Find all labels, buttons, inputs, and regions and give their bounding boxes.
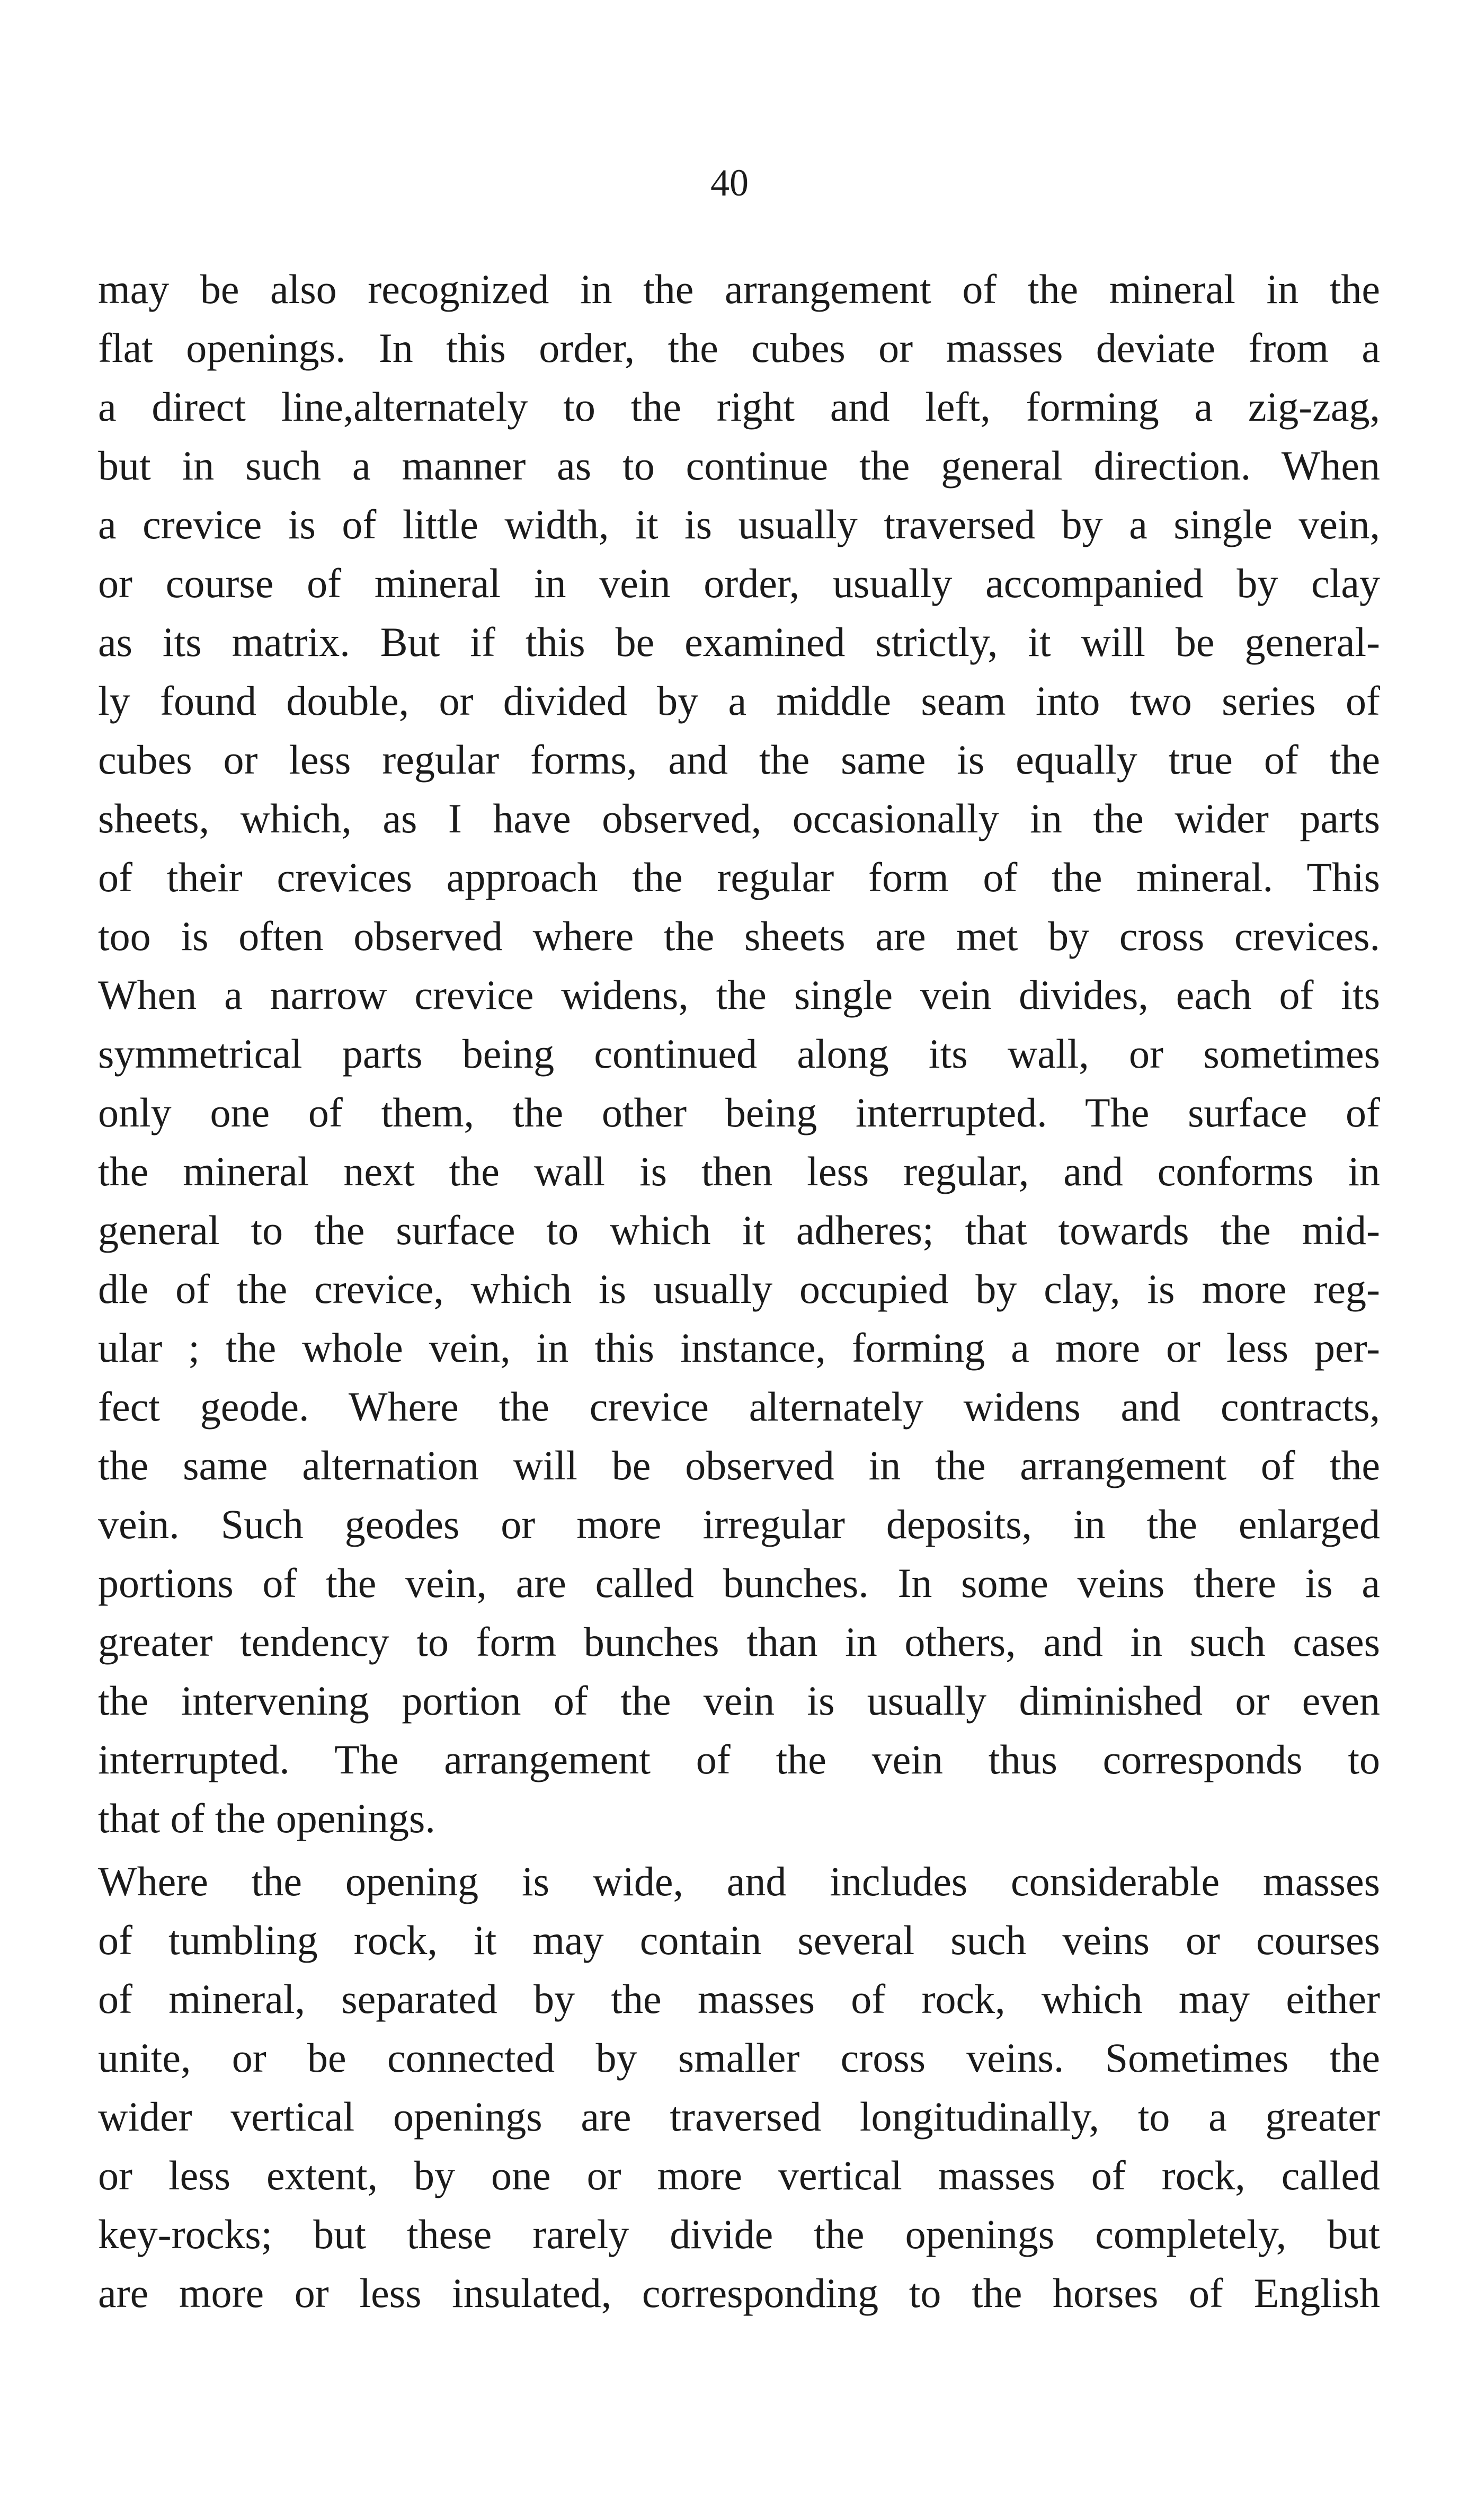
text-line: are more or less insulated, corresponding to the horses of English: [98, 2270, 1380, 2316]
page-number: 40: [710, 162, 749, 204]
text-line: ly found double, or divided by a middle seam into two series of: [98, 678, 1380, 724]
text-line: of their crevices approach the regular form of the mineral. This: [98, 854, 1380, 900]
text-line: unite, or be connected by smaller cross veins. Sometimes the: [98, 2035, 1380, 2081]
text-line: or less extent, by one or more vertical masses of rock, called: [98, 2152, 1380, 2198]
text-line: that of the openings.: [98, 1795, 435, 1841]
text-line: wider vertical openings are traversed longitudinally, to a greater: [98, 2093, 1380, 2140]
text-line: fect geode. Where the crevice alternately widens and contracts,: [98, 1383, 1380, 1430]
text-line: or course of mineral in vein order, usually accompanied by clay: [98, 560, 1380, 606]
text-line: of mineral, separated by the masses of rock, which may either: [98, 1976, 1380, 2022]
text-line: key-rocks; but these rarely divide the openings completely, but: [98, 2211, 1380, 2257]
paragraph-1: [98, 260, 1380, 1848]
text-line: ular ; the whole vein, in this instance, forming a more or less per-: [98, 1325, 1380, 1371]
text-line: but in such a manner as to continue the general direction. When: [98, 442, 1380, 489]
text-line: the same alternation will be observed in the arrangement of the: [98, 1442, 1380, 1488]
text-line: vein. Such geodes or more irregular deposits, in the enlarged: [98, 1501, 1380, 1547]
paragraph-2: [98, 1852, 1380, 2322]
text-line: general to the surface to which it adheres; that towards the mid-: [98, 1207, 1380, 1253]
text-line: sheets, which, as I have observed, occasionally in the wider parts: [98, 795, 1380, 841]
text-line: When a narrow crevice widens, the single vein divides, each of its: [98, 972, 1380, 1018]
text-line: flat openings. In this order, the cubes or masses deviate from a: [98, 325, 1380, 371]
text-line: of tumbling rock, it may contain several such veins or courses: [98, 1917, 1380, 1963]
text-line: symmetrical parts being continued along its wall, or sometimes: [98, 1031, 1380, 1077]
text-line: Where the opening is wide, and includes considerable masses: [98, 1858, 1380, 1904]
text-line: portions of the vein, are called bunches. In some veins there is a: [98, 1560, 1380, 1606]
text-line: the mineral next the wall is then less regular, and conforms in: [98, 1148, 1380, 1194]
text-line: too is often observed where the sheets are met by cross crevices.: [98, 913, 1380, 959]
text-line: only one of them, the other being interrupted. The surface of: [98, 1089, 1380, 1135]
text-line: a direct line,alternately to the right and left, forming a zig-zag,: [98, 384, 1380, 430]
text-line: greater tendency to form bunches than in others, and in such cases: [98, 1619, 1380, 1665]
text-line: a crevice is of little width, it is usually traversed by a single vein,: [98, 501, 1380, 547]
text-line: the intervening portion of the vein is usually diminished or even: [98, 1678, 1380, 1724]
text-line: cubes or less regular forms, and the same is equally true of the: [98, 737, 1380, 783]
text-line: may be also recognized in the arrangement of the mineral in the: [98, 266, 1380, 312]
text-line: dle of the crevice, which is usually occupied by clay, is more reg-: [98, 1266, 1380, 1312]
text-line: interrupted. The arrangement of the vein thus corresponds to: [98, 1736, 1380, 1782]
text-line: as its matrix. But if this be examined strictly, it will be general-: [98, 619, 1380, 665]
